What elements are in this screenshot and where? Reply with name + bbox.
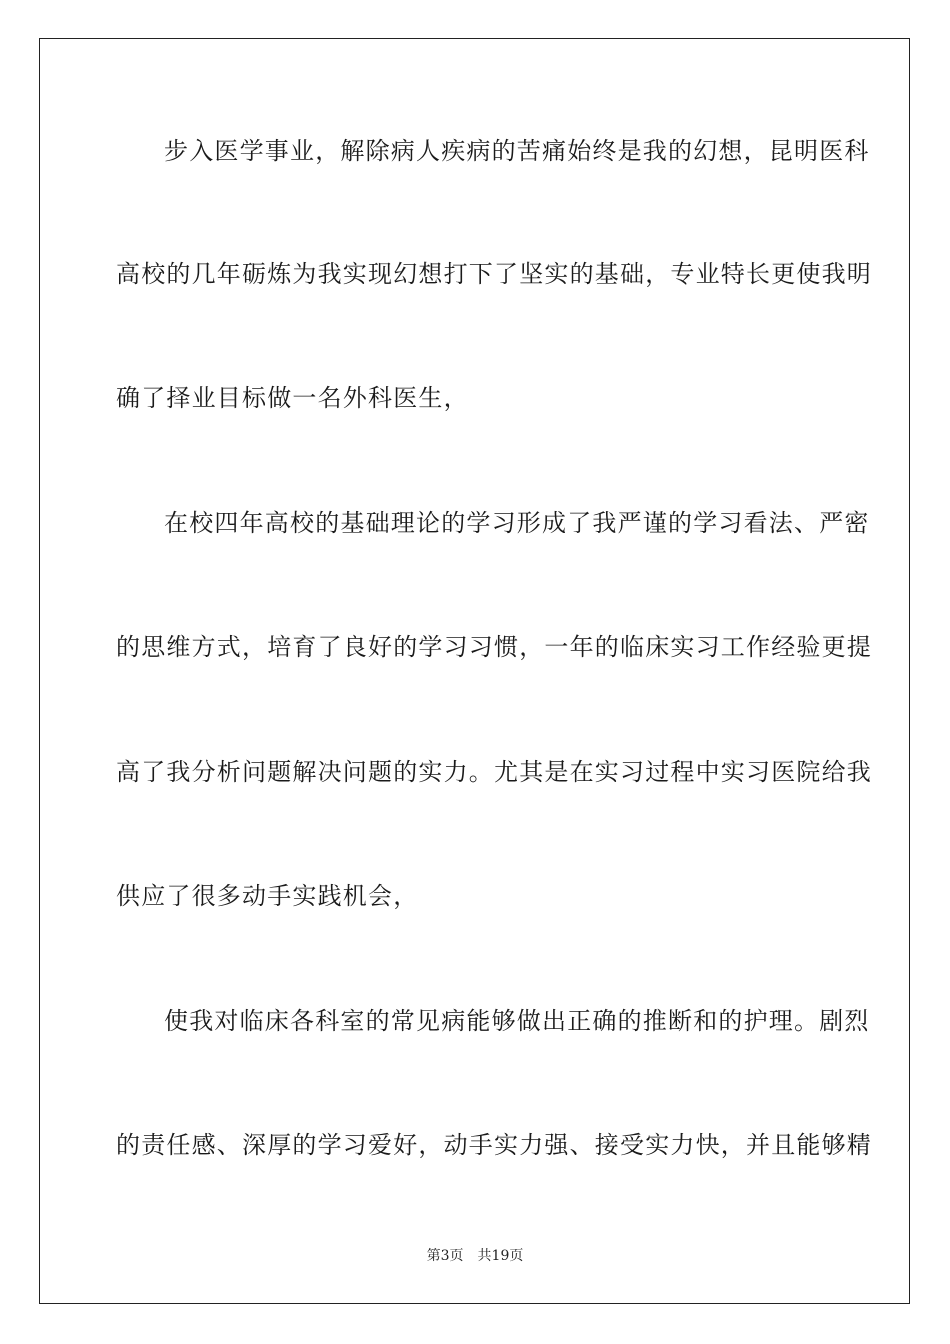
paragraph-1-line-2: 高校的几年砺炼为我实现幻想打下了坚实的基础，专业特长更使我明	[116, 260, 872, 288]
paragraph-2-line-3: 高了我分析问题解决问题的实力。尤其是在实习过程中实习医院给我	[116, 758, 872, 786]
paragraph-2-line-2: 的思维方式，培育了良好的学习习惯，一年的临床实习工作经验更提	[116, 633, 872, 661]
page-footer	[0, 1247, 950, 1265]
page-number: 第3页	[426, 1248, 464, 1264]
paragraph-2-line-1: 在校四年高校的基础理论的学习形成了我严谨的学习看法、严密	[164, 509, 870, 537]
page-total: 共19页	[477, 1248, 524, 1264]
paragraph-2-line-4: 供应了很多动手实践机会，	[116, 882, 419, 910]
paragraph-3-line-1: 使我对临床各科室的常见病能够做出正确的推断和的护理。剧烈	[164, 1007, 870, 1035]
page-border	[39, 38, 910, 1304]
paragraph-1-line-1: 步入医学事业，解除病人疾病的苦痛始终是我的幻想，昆明医科	[164, 137, 870, 165]
paragraph-1-line-3: 确了择业目标做一名外科医生，	[116, 384, 469, 412]
paragraph-3-line-2: 的责任感、深厚的学习爱好，动手实力强、接受实力快，并且能够精	[116, 1131, 872, 1159]
